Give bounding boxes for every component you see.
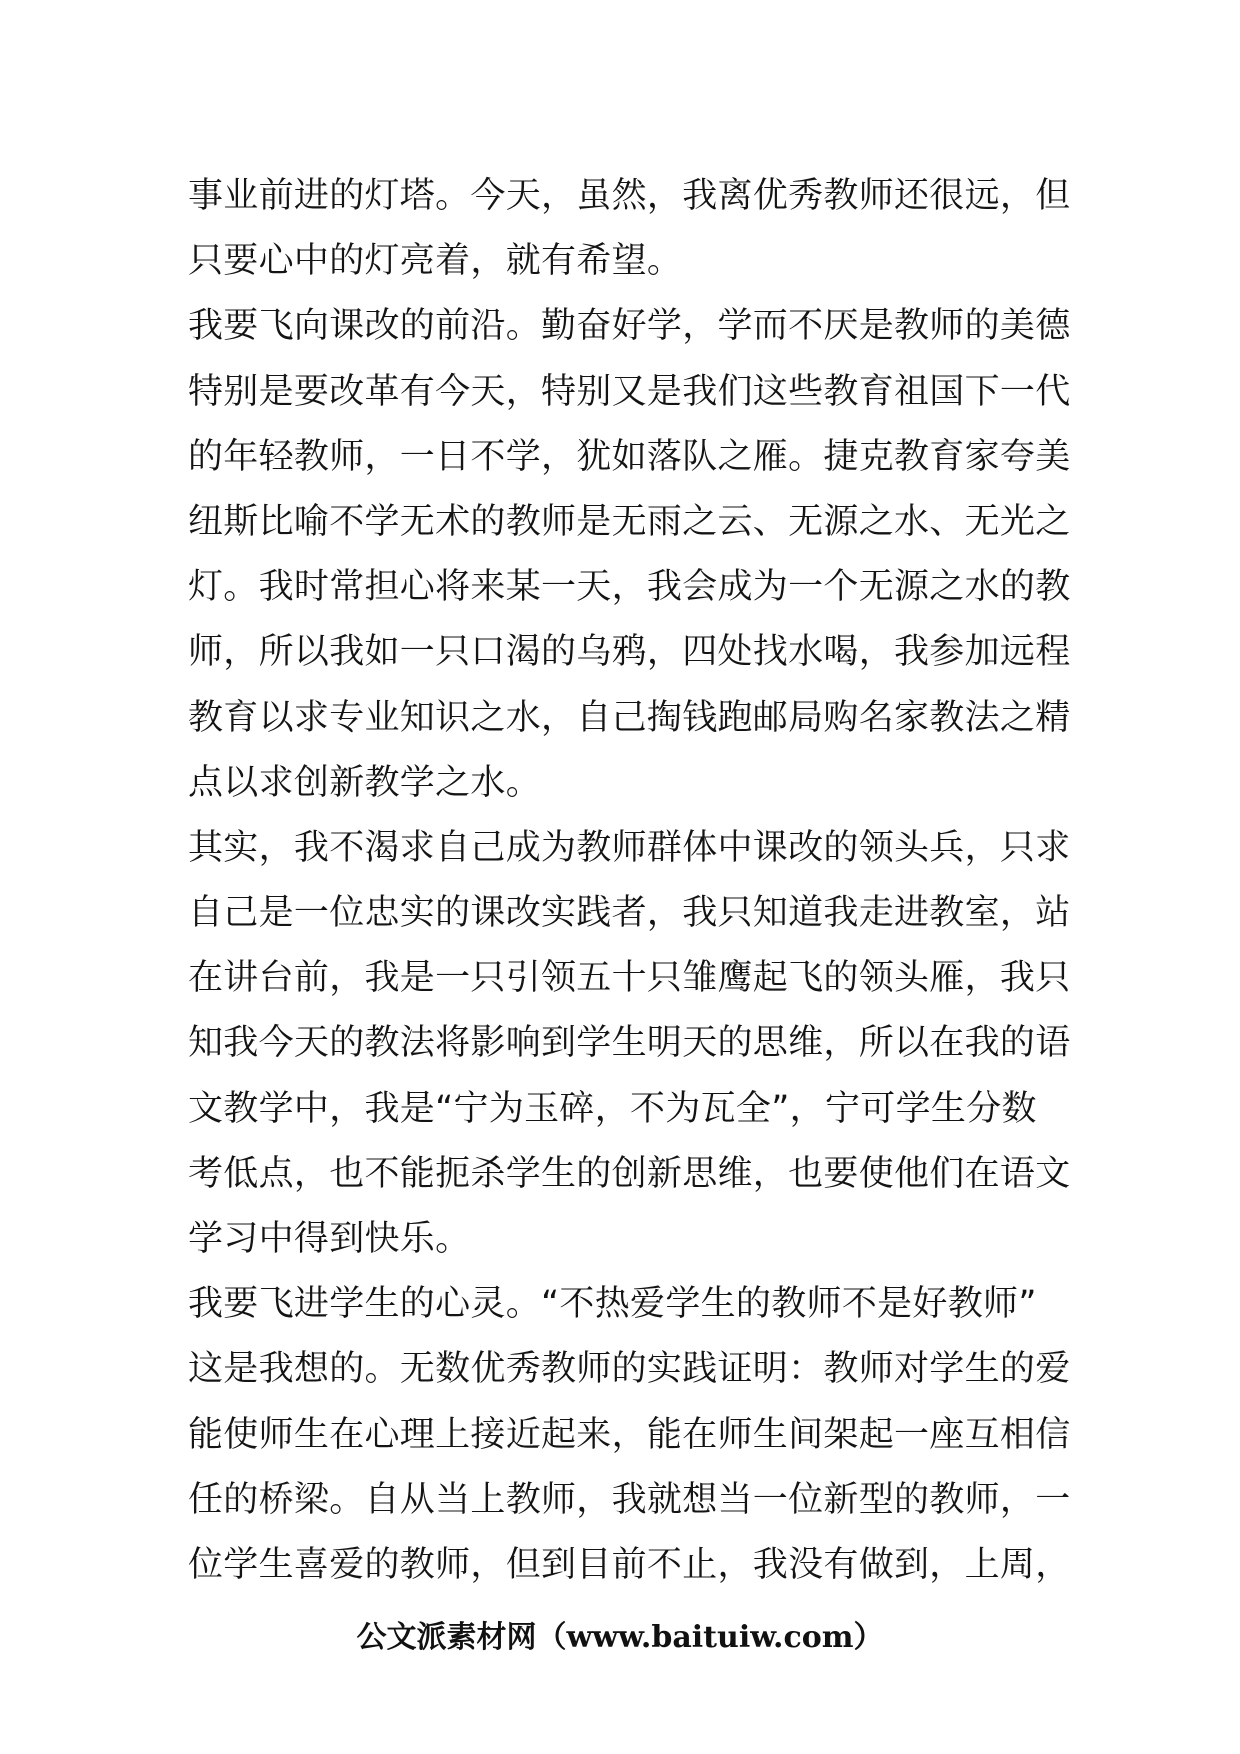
text-line: 知我今天的教法将影响到学生明天的思维，所以在我的语: [188, 1023, 1071, 1064]
text-line: 自己是一位忠实的课改实践者，我只知道我走进教室，站: [188, 893, 1071, 934]
text-line: 的年轻教师，一日不学，犹如落队之雁。捷克教育家夸美: [188, 436, 1071, 477]
text-line: 位学生喜爱的教师，但到目前不止，我没有做到，上周，: [188, 1544, 1071, 1585]
text-line: 能使师生在心理上接近起来，能在师生间架起一座互相信: [188, 1414, 1071, 1455]
text-line: 学习中得到快乐。: [188, 1219, 471, 1259]
text-line: 点以求创新教学之水。: [188, 762, 542, 803]
text-line: 考低点，也不能扼杀学生的创新思维，也要使他们在语文: [188, 1153, 1071, 1194]
document-body: [188, 164, 1071, 1598]
text-line: 其实，我不渴求自己成为教师群体中课改的领头兵，只求: [188, 827, 1071, 868]
page-footer: 公文派素材网（www.baituiw.com）: [356, 1620, 884, 1655]
text-line: 灯。我时常担心将来某一天，我会成为一个无源之水的教: [188, 567, 1071, 608]
text-line: 教育以求专业知识之水，自己掏钱跑邮局购名家教法之精: [188, 697, 1071, 738]
text-line: 特别是要改革有今天，特别又是我们这些教育祖国下一代: [188, 371, 1071, 412]
text-line: 只要心中的灯亮着，就有希望。: [188, 241, 683, 282]
text-line: 我要飞进学生的心灵。“不热爱学生的教师不是好教师”: [188, 1284, 1037, 1325]
text-line: 师，所以我如一只口渴的乌鸦，四处找水喝，我参加远程: [188, 632, 1071, 673]
text-line: 任的桥梁。自从当上教师，我就想当一位新型的教师，一: [188, 1479, 1071, 1520]
text-line: 纽斯比喻不学无术的教师是无雨之云、无源之水、无光之: [188, 501, 1071, 542]
text-line: 我要飞向课改的前沿。勤奋好学，学而不厌是教师的美德: [188, 306, 1071, 347]
text-line: 事业前进的灯塔。今天，虽然，我离优秀教师还很远，但: [188, 176, 1071, 216]
text-line: 在讲台前，我是一只引领五十只雏鹰起飞的领头雁，我只: [188, 958, 1071, 999]
text-line: 这是我想的。无数优秀教师的实践证明：教师对学生的爱: [188, 1349, 1071, 1390]
text-line: 文教学中，我是“宁为玉碎，不为瓦全”，宁可学生分数: [188, 1088, 1037, 1129]
